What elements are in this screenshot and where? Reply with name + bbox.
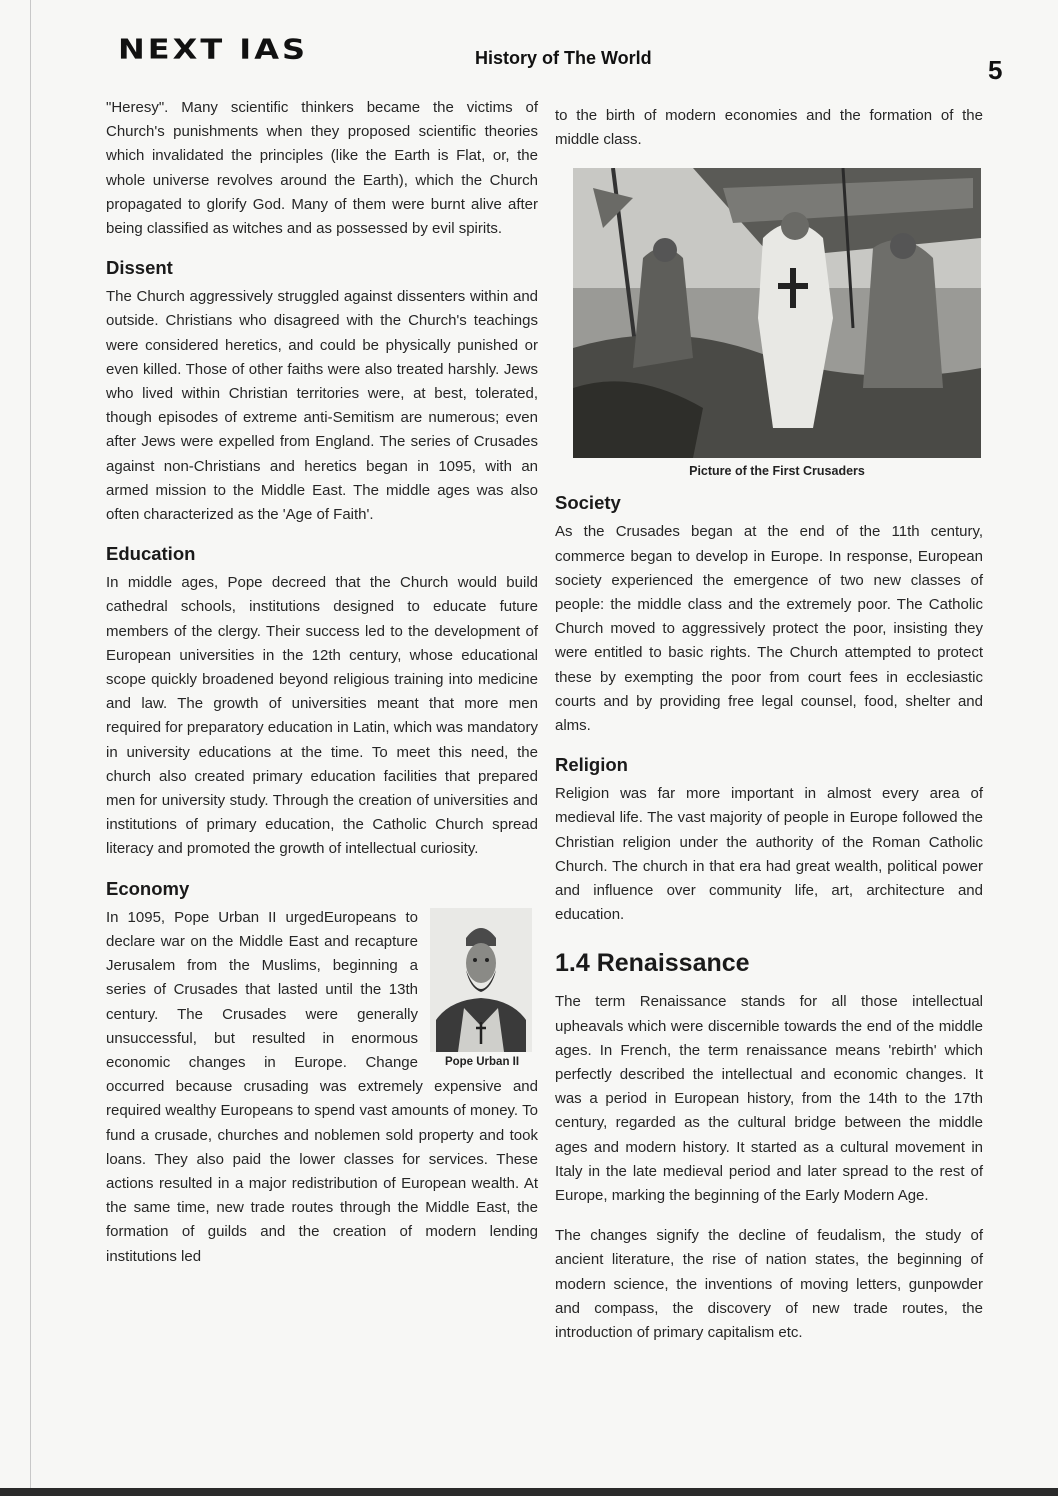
right-column (555, 104, 983, 1361)
page-bottom-edge (0, 1488, 1058, 1496)
education-heading: Education (106, 543, 196, 565)
crusaders-figure (573, 168, 981, 478)
economy-heading: Economy (106, 877, 190, 899)
dissent-heading: Dissent (106, 257, 173, 279)
left-column (106, 96, 538, 1285)
society-heading: Society (555, 492, 621, 514)
renaissance-paragraph-1: The term Renaissance stands for all those intellectual upheavals which were discernible towards the end of the middle ages. In French, the term renaissance means 'rebirth' which perfectly described the intellectual and economic changes. It was a period in European history, from the 14th to the 17th century, regarded as the cultural bridge between the middle ages and modern history. It started as a cultural movement in Italy in the late medieval period and later spread to the rest of Europe, marking the beginning of the Early Modern Age. (555, 993, 983, 1205)
renaissance-paragraph-2: The changes signify the decline of feudalism, the study of ancient literature, the rise of nation states, the beginning of modern science, the inventions of moving letters, gunpowder and compass, the discovery of new trade routes, the introduction of primary capitalism etc. (555, 1227, 983, 1342)
religion-heading: Religion (555, 754, 628, 776)
religion-paragraph: Religion was far more important in almost every area of medieval life. The vast majority of people in Europe followed the Christian religion under the authority of the Roman Catholic Church. The church in that era had great wealth, political power and influence over community life, art, architecture and education. (555, 785, 983, 924)
publisher-logo: NEXT IAS (118, 32, 308, 66)
crusaders-caption: Picture of the First Crusaders (689, 464, 865, 479)
pope-urban-caption: Pope Urban II (444, 1055, 520, 1068)
page-header (0, 0, 1058, 90)
pope-urban-portrait (430, 908, 532, 1052)
renaissance-heading: 1.4 Renaissance (555, 949, 750, 978)
binding-edge-line (30, 0, 31, 1496)
first-crusaders-illustration (573, 168, 981, 458)
dissent-paragraph: The Church aggressively struggled against dissenters within and outside. Christians who disagreed with the Church's teachings were considered heretics, and could be physically punished or even killed. Those of other faiths were also treated harshly. Jews who lived within Christian territories were, at best, tolerated, though episodes of extreme anti-Semitism are numerous; even after Jews were expelled from England. The series of Crusades against non-Christians and heretics began in 1095, with an armed mission to the Middle East. The middle ages was also often characterized as the 'Age of Faith'. (106, 288, 538, 524)
continuation-paragraph: to the birth of modern economies and the formation of the middle class. (555, 107, 983, 149)
pope-urban-figure (426, 908, 538, 1068)
page-number: 5 (988, 55, 1003, 85)
economy-paragraph: In 1095, Pope Urban II urgedEuropeans to declare war on the Middle East and recapture Jerusalem from the Muslims, beginning a series of Crusades that lasted until the 13th century. The Crusades were generally unsuccessful, but resulted in enormous economic changes in Europe. Change occurred because crusading was extremely expensive and required wealthy Europeans to spend vast amounts of money. To fund a crusade, churches and noblemen sold property and took loans. They also paid the lower classes for services. These actions resulted in a major redistribution of European wealth. At the same time, new trade routes through the Middle East, the formation of guilds and the creation of modern lending institutions led (106, 908, 538, 1265)
education-paragraph: In middle ages, Pope decreed that the Church would build cathedral schools, institutions designed to educate future members of the clergy. Their success led to the development of European universities in the 12th century, whose educational scope quickly broadened beyond religious training into medicine and law. The growth of universities meant that more men required for preparatory education in Latin, which was mandatory in university educations at the time. To meet this need, the church also created primary education facilities that prepared men for university study. Through the creation of universities and institutions of primary education, the Catholic Church spread literacy and promoted the growth of intellectual curiosity. (106, 574, 538, 858)
society-paragraph: As the Crusades began at the end of the 11th century, commerce began to develop in Europe. In response, European society experienced the emergence of two new classes of people: the middle class and the extremely poor. The Catholic Church moved to aggressively protect the poor, insisting they were entitled to basic rights. The Church attempted to protect these by exempting the poor from court fees in ecclesiastic courts and by providing free legal counsel, food, shelter and alms. (555, 523, 983, 735)
intro-paragraph: "Heresy". Many scientific thinkers became the victims of Church's punishments when they proposed scientific theories which invalidated the principles (like the Earth is Flat, or, the whole universe revolves around the Earth), which the Church propagated to glorify God. Many of them were burnt alive after being classified as witches and as possessed by evil spirits. (106, 99, 538, 238)
book-title: History of The World (475, 48, 652, 68)
